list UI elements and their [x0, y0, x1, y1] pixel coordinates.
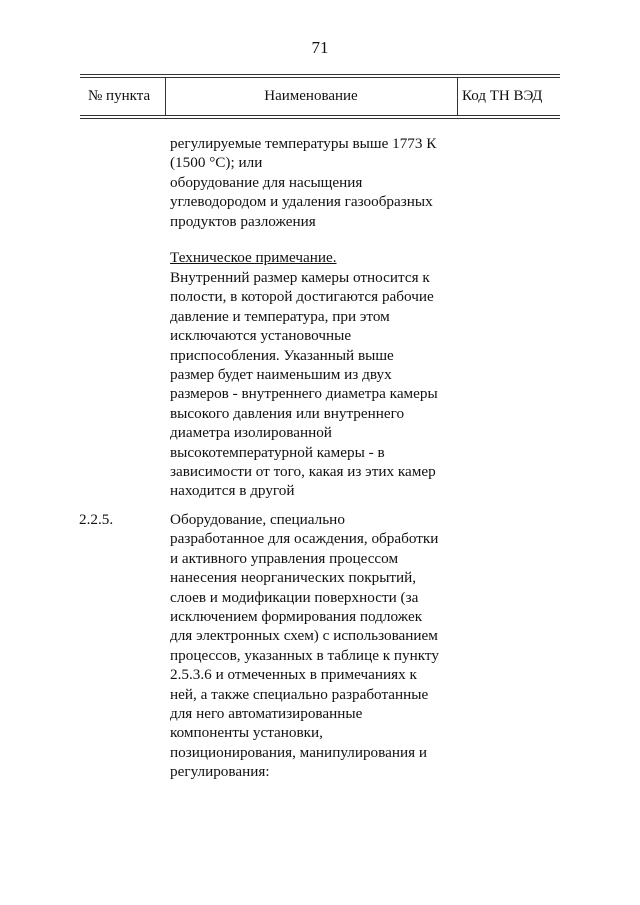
- technical-note-title: Техническое примечание.: [170, 249, 337, 266]
- table-header-bottom-rule: [80, 115, 560, 116]
- table-header-divider-2: [457, 77, 458, 115]
- technical-note-text: Внутренний размер камеры относится к полости, в которой достигаются рабочие давление и температура, при этом исключаются установочные приспособления. Указанный выше размер будет наименьшим из двух размеров - внутреннего диаметра камеры высокого давления или внутреннего диаметра изолированной высокотемпературной камеры - в зависимости от того, какая из этих камер находится в другой: [170, 269, 438, 500]
- table-header-top-rule-inner: [80, 77, 560, 78]
- continuation-text: регулируемые температуры выше 1773 К (1500 °С); или оборудование для насыщения углеводородом и удаления газообразных продуктов разложения: [170, 135, 437, 230]
- table-header-bottom-rule-inner: [80, 118, 560, 119]
- column-header-name: Наименование: [264, 88, 358, 104]
- item-number: 2.2.5.: [79, 511, 114, 528]
- column-header-tn-ved-code: Код ТН ВЭД: [462, 88, 543, 104]
- table-header-top-rule: [80, 74, 560, 75]
- column-header-item-number: № пункта: [88, 88, 151, 104]
- item-description: Оборудование, специально разработанное для осаждения, обработки и активного управления процессом нанесения неорганических покрытий, слоев и модификации поверхности (за исключением формирования подложек для электронных схем) с использованием процессов, указанных в таблице к пункту 2.5.3.6 и отмеченных в примечаниях к ней, а также специально разработанные для него автоматизированные компоненты установки, позиционирования, манипулирования и регулирования:: [170, 511, 439, 781]
- page-number: 71: [311, 38, 329, 57]
